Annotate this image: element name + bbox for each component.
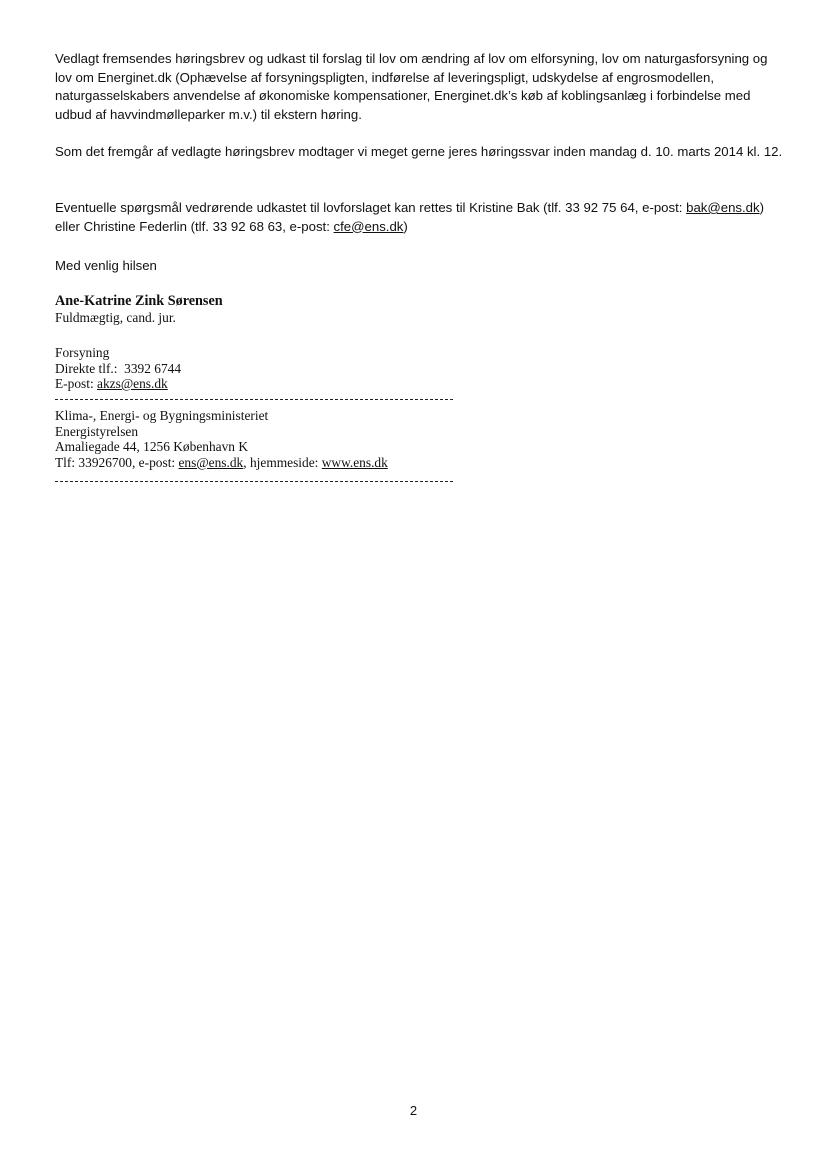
signatory-title: Fuldmægtig, cand. jur. [55, 309, 176, 325]
divider-bottom [55, 481, 453, 482]
paragraph-deadline: Som det fremgår af vedlagte høringsbrev modtager vi meget gerne jeres høringssvar inden mandag d. 10. marts 2014 kl. 12. [55, 144, 783, 159]
questions-text-b: ) eller Christine Federlin (tlf. 33 92 68 63, e-post: [55, 200, 765, 234]
signatory-name: Ane-Katrine Zink Sørensen [55, 293, 223, 309]
paragraph-questions [55, 199, 785, 236]
agency-address: Amaliegade 44, 1256 København K [55, 439, 249, 455]
agency-contact-line [55, 455, 485, 471]
email-link-ens[interactable]: ens@ens.dk [178, 454, 244, 470]
signature-contact-block [55, 345, 485, 392]
website-link[interactable]: www.ens.dk [321, 454, 388, 470]
contact-text-b: , hjemmeside: [243, 454, 322, 470]
signatory-department: Forsyning [55, 345, 110, 360]
ministry-name: Klima-, Energi- og Bygningsministeriet [55, 408, 269, 423]
contact-text-a: Tlf: 33926700, e-post: [55, 454, 179, 470]
divider-top [55, 399, 453, 400]
email-link-akzs[interactable]: akzs@ens.dk [97, 376, 168, 392]
email-link-bak[interactable]: bak@ens.dk [686, 200, 760, 215]
organization-block [55, 408, 485, 470]
questions-text-c: ) [403, 218, 408, 234]
email-label: E-post: [55, 376, 98, 392]
email-link-cfe[interactable]: cfe@ens.dk [333, 218, 404, 234]
closing-greeting: Med venlig hilsen [55, 258, 157, 273]
signatory-phone: Direkte tlf.: 3392 6744 [55, 360, 182, 376]
page-number: 2 [409, 1103, 418, 1118]
paragraph-intro: Vedlagt fremsendes høringsbrev og udkast til forslag til lov om ændring af lov om elforsyning, lov om naturgasforsyning og lov om Energinet.dk (Ophævelse af forsyningspligten, indførelse af leveringspligt, udskydelse af engrosmodellen, naturgasselskabers anvendelse af økonomiske kompensationer, Energinet.dk’s køb af koblingsanlæg i forbindelse med udbud af havvindmølleparker m.v.) til ekstern høring. [55, 51, 768, 122]
questions-text-a: Eventuelle spørgsmål vedrørende udkastet til lovforslaget kan rettes til Kristine Bak (tlf. 33 92 75 64, e-post: [55, 200, 687, 215]
agency-name: Energistyrelsen [55, 423, 139, 439]
signature-name-block [55, 294, 485, 325]
signatory-email-line [55, 376, 485, 392]
